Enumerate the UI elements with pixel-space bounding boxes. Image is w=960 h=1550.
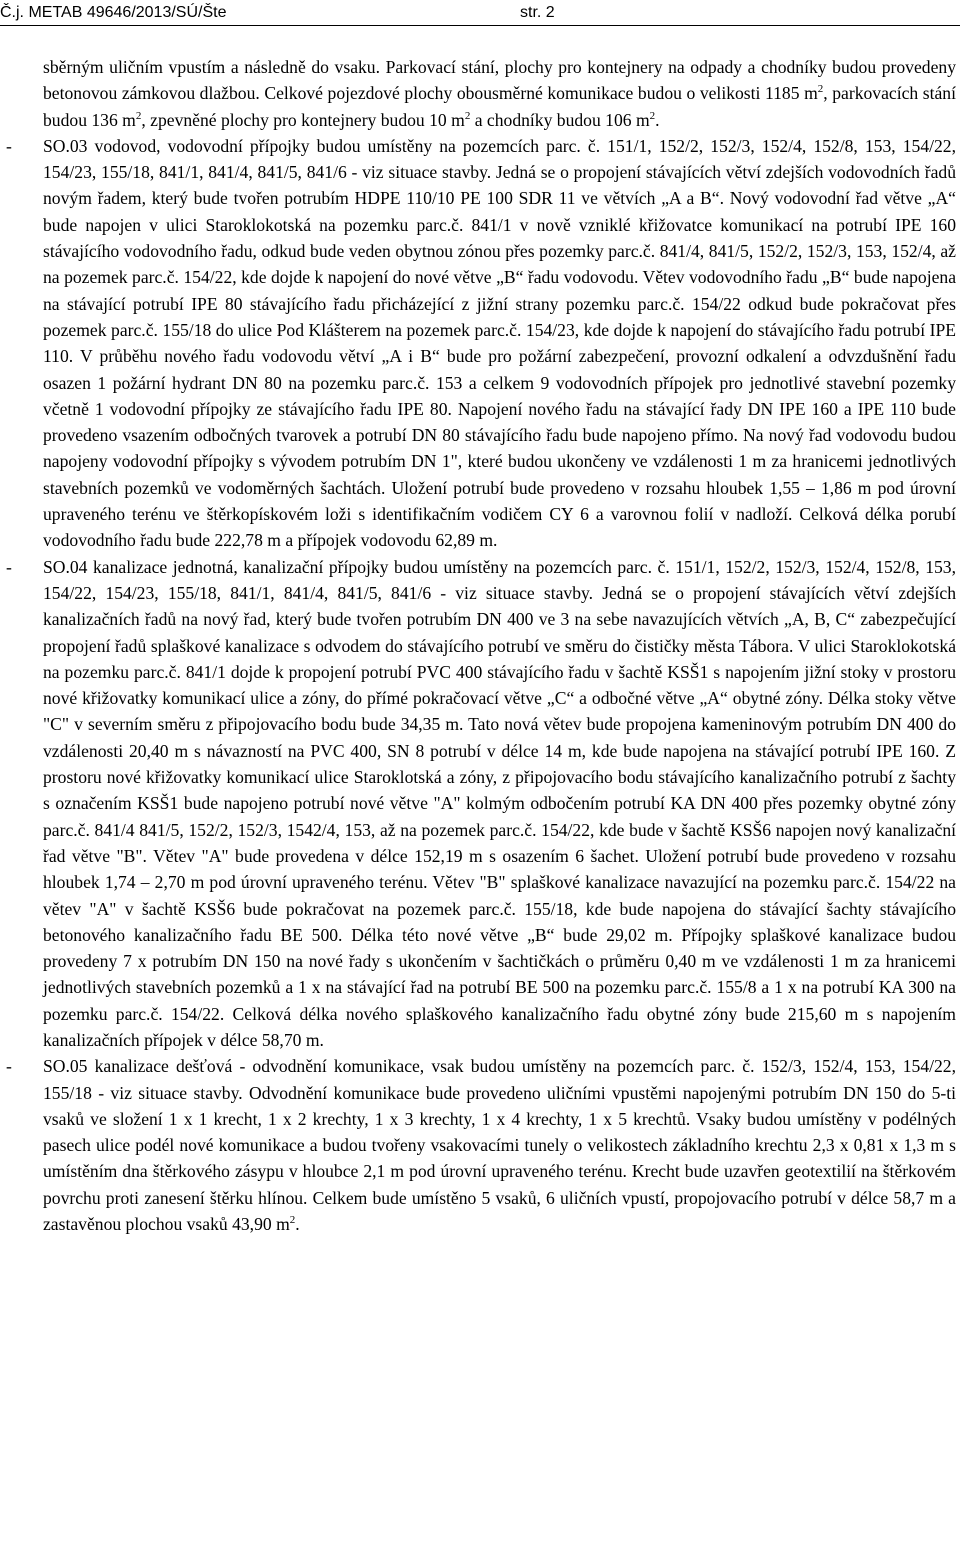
superscript: 2 (289, 1214, 296, 1227)
document-body (6, 54, 956, 1237)
intro-paragraph: sběrným uličním vpustím a následně do vsaku. Parkovací stání, plochy pro kontejnery na odpady a chodníky budou provedeny betonovou zámkovou dlažbou. Celkové pojezdové plochy obousměrné komunikace budou o velikosti 1185 $m^2$, parkovacích stání budou 136 $m^2$, zpevněné plochy pro kontejnery budou 10 $m^2$ a chodníky budou 106 $m^2$. (43, 57, 956, 130)
document-reference: Č.j. METAB 49646/2013/SÚ/Šte (0, 4, 227, 21)
page-number: str. 2 (520, 4, 555, 21)
list-item-text: SO.04 kanalizace jednotná, kanalizační přípojky budou umístěny na pozemcích parc. č. 151/1, 152/2, 152/3, 152/4, 152/8, 153, 154/22, 154/23, 155/18, 841/1, 841/4, 841/5, 841/6 - viz situace stavby. Jedná se o propojení stávajících větví zdejších kanalizačních řadů na nový řad, který bude tvořen potrubím DN 400 ve 3 na sebe navazujících větvích „A, B, C“ zabezpečující propojení řadů splaškové kanalizace s odvodem do stávajícího potrubí ve směru do čističky města Tábora. V ulici Staroklokotská na pozemku parc.č. 841/1 dojde k propojení potrubí PVC 400 stávajícího řadu v šachtě KSŠ1 s napojením jižní stoky v prostoru nové křižovatky komunikací ulice a zóny, do přímé pokračovací větve „C“ a odbočné větve „A“ obytné zóny. Délka stoky větve "C" v severním směru z připojovacího bodu bude 34,35 m. Tato nová větev bude propojena kameninovým potrubím DN 400 do vzdálenosti 20,40 m s návazností na PVC 400, SN 8 potrubí v délce 14 m, kde bude napojena na stávající potrubí IPE 160. Z prostoru nové křižovatky komunikací ulice Staroklotská a zóny, z připojovacího bodu stávajícího kanalizačního potrubí z šachty s označením KSŠ1 bude napojeno potrubí nové větve "A" kolmým odbočením potrubí KA DN 400 přes pozemky obytné zóny parc.č. 841/4 841/5, 152/2, 152/3, 1542/4, 153, až na pozemek parc.č. 154/22, kde bude v šachtě KSŠ6 napojen nový kanalizační řad větve "B". Větev "A" bude provedena v délce 152,19 m s osazením 6 šachet. Uložení potrubí bude provedeno v rozsahu hloubek 1,74 – 2,70 m pod úrovní upraveného terénu. Větev "B" splaškové kanalizace navazující na pozemku parc.č. 154/22 na větev "A" v šachtě KSŠ6 bude pokračovat na pozemek parc.č. 155/18, kde bude napojena do stávající šachty stávajícího betonového kanalizačního řadu BE 500. Délka této nové větve „B“ bude 29,02 m. Přípojky splaškové kanalizace budou provedeny 7 x potrubím DN 150 na nové řady s ukončením v šachtičkách o průměru 0,40 m ve vzdálenosti 1 m za hranicemi jednotlivých stavebních pozemků a 1 x na stávající řad na potrubí BE 500 na pozemku parc.č. 155/8 a 1 x na potrubí KA 300 na pozemku parc.č. 154/22. Celková délka nového splaškového kanalizačního řadu obytné zóny bude 215,60 m s napojením kanalizačních přípojek v délce 58,70 m. (43, 556, 956, 1050)
list-dash: - (6, 135, 12, 156)
list-item-text: SO.03 vodovod, vodovodní přípojky budou umístěny na pozemcích parc. č. 151/1, 152/2, 152/3, 152/4, 152/8, 153, 154/22, 154/23, 155/18, 841/1, 841/4, 841/5, 841/6 - viz situace stavby. Jedná se o propojení stávajících větví zdejších vodovodních řadů novým řadem, který bude tvořen potrubím HDPE 110/10 PE 100 SDR 11 ve větvích „A a B“. Nový vodovodní řad větve „A“ bude napojen v ulici Staroklokotská na pozemku parc.č. 841/1 v nově vzniklé křižovatce komunikací na potrubí IPE 160 stávajícího vodovodního řadu, odkud bude veden obytnou zónou přes pozemky parc.č. 841/4, 841/5, 152/2, 152/3, 153, 152/4, až na pozemek parc.č. 154/22, kde dojde k napojení do nové větve „B“ řadu vodovodu. Větev vodovodního řadu „B“ bude napojena na stávající potrubí IPE 80 stávajícího řadu přicházející z jižní strany pozemku parc.č. 154/22 odkud bude pokračovat přes pozemek parc.č. 155/18 do ulice Pod Klášterem na pozemek parc.č. 154/23, kde dojde k napojení do stávajícího řadu potrubí IPE 110. V průběhu nového řadu vodovodu větví „A i B“ bude pro požární zabezpečení, provozní odkalení a odvzdušnění řadu osazen 1 požární hydrant DN 80 na pozemku parc.č. 153 a celkem 9 vodovodních přípojek pro jednotlivé stavební pozemky včetně 1 vodovodní přípojky ze stávajícího řadu IPE 80. Napojení nového řadu na stávající řady DN IPE 160 a IPE 110 bude provedeno vsazením odbočných tvarovek a potrubí DN 80 stávajícího řadu bude napojeno přímo. Na nový řad vodovodu budou napojeny vodovodní přípojky s vývodem potrubím DN 1", které budou ukončeny ve vzdálenosti 1 m za hranicemi jednotlivých stavebních pozemků ve vodoměrných šachtách. Uložení potrubí bude provedeno v rozsahu hloubek 1,55 – 1,86 m pod úrovní upraveného terénu ve štěrkopískovém loži s identifikačním vodičem CY 6 a varovnou folií v nadloží. Celková délka porubí vodovodního řadu bude 222,78 m a přípojek vodovodu 62,89 m. (43, 135, 956, 551)
list-item-so03 (6, 133, 956, 554)
list-item-text: SO.05 kanalizace dešťová - odvodnění komunikace, vsak budou umístěny na pozemcích parc. č. 152/3, 152/4, 153, 154/22, 155/18 - viz situace stavby. Odvodnění komunikace bude provedeno uličními vpustěmi napojenými potrubím DN 150 do 5-ti vsaků ve složení 1 x 1 krecht, 1 x 2 krechty, 1 x 3 krechty, 1 x 4 krechty, 1 x 5 krechtů. Vsaky budou umístěny v podélných pasech ulice podél nové komunikace a budou tvořeny vsakovacími tunely o velikostech základního krechtu 2,3 x 0,81 x 1,3 m s umístěním dna štěrkového zásypu v hloubce 2,1 m pod úrovní upraveného terénu. Krecht bude uzavřen geotextilií na štěrkovém povrchu proti zanesení štěrku hlínou. Celkem bude umístěno 5 vsaků, 6 uličních vpustí, propojovacího potrubí v délce 58,7 m a zastavěnou plochou vsaků 43,90 m (43, 1056, 956, 1235)
list-item-so04 (6, 554, 956, 1054)
page-header (0, 0, 960, 26)
list-dash: - (6, 556, 12, 577)
list-item-so05: - SO.05 kanalizace dešťová - odvodnění komunikace, vsak budou umístěny na pozemcích parc. č. 152/3, 152/4, 153, 154/22, 155/18 - viz situace stavby. Odvodnění komunikace bude provedeno uličními vpustěmi napojenými potrubím DN 150 do 5-ti vsaků ve složení 1 x 1 krecht, 1 x 2 krechty, 1 x 3 krechty, 1 x 4 krechty, 1 x 5 krechtů. Vsaky budou umístěny v podélných pasech ulice podél nové komunikace a budou tvořeny vsakovacími tunely o velikostech základního krechtu 2,3 x 0,81 x 1,3 m s umístěním dna štěrkového zásypu v hloubce 2,1 m pod úrovní upraveného terénu. Krecht bude uzavřen geotextilií na štěrkovém povrchu proti zanesení štěrku hlínou. Celkem bude umístěno 5 vsaků, 6 uličních vpustí, propojovacího potrubí v délce 58,7 m a zastavěnou plochou vsaků 43,90 $m^2$. (6, 1053, 956, 1237)
list-dash: - (6, 1056, 12, 1077)
header-rule (0, 25, 960, 26)
